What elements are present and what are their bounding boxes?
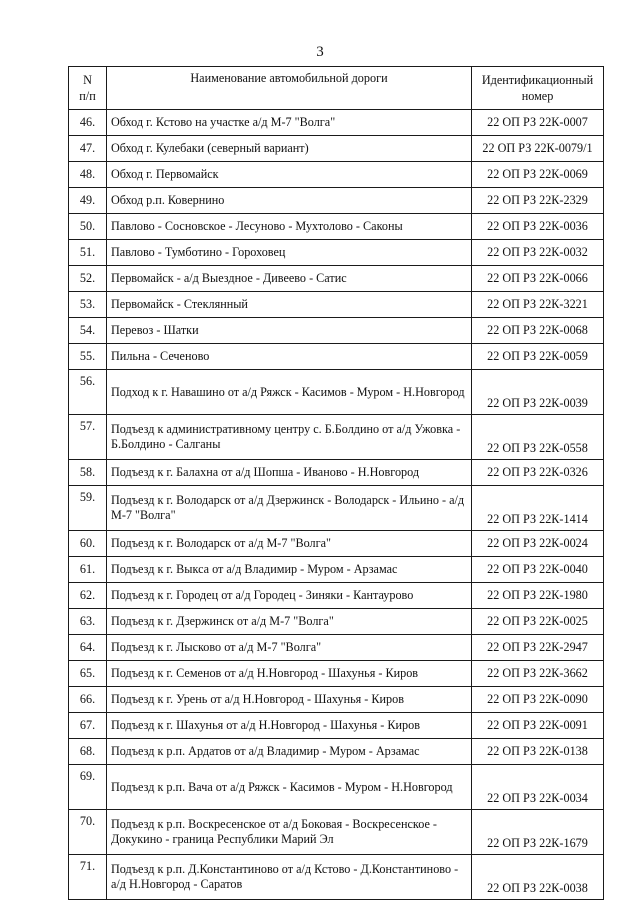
table-row: [69, 240, 604, 266]
row-number: 50.: [69, 214, 107, 240]
row-number: 67.: [69, 713, 107, 739]
roads-table: [68, 66, 604, 900]
road-identifier: 22 ОП РЗ 22К-2947: [472, 635, 604, 661]
row-number: 69.: [69, 765, 107, 810]
road-name: Подъезд к административному центру с. Б.Болдино от а/д Ужовка - Б.Болдино - Салганы: [107, 415, 472, 460]
row-number: 63.: [69, 609, 107, 635]
row-number: 64.: [69, 635, 107, 661]
table-row: [69, 460, 604, 486]
row-number: 55.: [69, 344, 107, 370]
header-road-name: [107, 67, 472, 110]
road-identifier: 22 ОП РЗ 22К-1980: [472, 583, 604, 609]
table-row: [69, 344, 604, 370]
header-number: [69, 67, 107, 110]
road-name: Подъезд к г. Городец от а/д Городец - Зиняки - Кантаурово: [107, 583, 472, 609]
table-row: [69, 292, 604, 318]
page-number: 3: [316, 44, 324, 60]
road-identifier: 22 ОП РЗ 22К-0025: [472, 609, 604, 635]
road-name: Подъезд к г. Шахунья от а/д Н.Новгород - Шахунья - Киров: [107, 713, 472, 739]
road-identifier: 22 ОП РЗ 22К-0034: [472, 765, 604, 810]
road-identifier: 22 ОП РЗ 22К-0038: [472, 855, 604, 900]
road-name: Подход к г. Навашино от а/д Ряжск - Касимов - Муром - Н.Новгород: [107, 370, 472, 415]
road-name: Павлово - Тумботино - Гороховец: [107, 240, 472, 266]
header-number-line1: N: [83, 73, 92, 87]
road-name: Перевоз - Шатки: [107, 318, 472, 344]
road-identifier: 22 ОП РЗ 22К-1414: [472, 486, 604, 531]
road-identifier: 22 ОП РЗ 22К-0007: [472, 110, 604, 136]
table-row: [69, 188, 604, 214]
table-row: [69, 318, 604, 344]
road-name: Обход г. Первомайск: [107, 162, 472, 188]
road-identifier: 22 ОП РЗ 22К-0079/1: [472, 136, 604, 162]
row-number: 56.: [69, 370, 107, 415]
header-identifier-line2: номер: [521, 89, 554, 103]
row-number: 71.: [69, 855, 107, 900]
table-row: [69, 583, 604, 609]
road-identifier: 22 ОП РЗ 22К-0091: [472, 713, 604, 739]
road-identifier: 22 ОП РЗ 22К-0558: [472, 415, 604, 460]
road-identifier: 22 ОП РЗ 22К-0032: [472, 240, 604, 266]
road-name: Подъезд к г. Семенов от а/д Н.Новгород - Шахунья - Киров: [107, 661, 472, 687]
row-number: 53.: [69, 292, 107, 318]
road-identifier: 22 ОП РЗ 22К-0039: [472, 370, 604, 415]
road-name: Подъезд к г. Урень от а/д Н.Новгород - Шахунья - Киров: [107, 687, 472, 713]
table-row: [69, 739, 604, 765]
road-name: Обход г. Кстово на участке а/д М-7 "Волга": [107, 110, 472, 136]
row-number: 58.: [69, 460, 107, 486]
road-identifier: 22 ОП РЗ 22К-2329: [472, 188, 604, 214]
table-row: [69, 370, 604, 415]
row-number: 60.: [69, 531, 107, 557]
row-number: 61.: [69, 557, 107, 583]
row-number: 48.: [69, 162, 107, 188]
road-identifier: 22 ОП РЗ 22К-1679: [472, 810, 604, 855]
row-number: 52.: [69, 266, 107, 292]
road-name: Подъезд к р.п. Д.Константиново от а/д Кстово - Д.Константиново - а/д Н.Новгород - Саратов: [107, 855, 472, 900]
road-name: Подъезд к г. Володарск от а/д Дзержинск - Володарск - Ильино - а/д М-7 "Волга": [107, 486, 472, 531]
table-row: [69, 266, 604, 292]
road-name: Подъезд к г. Лысково от а/д М-7 "Волга": [107, 635, 472, 661]
table-row: [69, 110, 604, 136]
table-row: [69, 765, 604, 810]
road-identifier: 22 ОП РЗ 22К-0066: [472, 266, 604, 292]
table-row: [69, 855, 604, 900]
table-row: [69, 713, 604, 739]
road-identifier: 22 ОП РЗ 22К-0040: [472, 557, 604, 583]
header-number-line2: п/п: [79, 89, 96, 103]
road-name: Подъезд к г. Балахна от а/д Шопша - Иваново - Н.Новгород: [107, 460, 472, 486]
row-number: 59.: [69, 486, 107, 531]
header-identifier: [472, 67, 604, 110]
table-row: [69, 557, 604, 583]
road-name: Подъезд к г. Выкса от а/д Владимир - Муром - Арзамас: [107, 557, 472, 583]
table-row: [69, 136, 604, 162]
road-name: Пильна - Сеченово: [107, 344, 472, 370]
table-row: [69, 162, 604, 188]
table-row: [69, 687, 604, 713]
table-row: [69, 635, 604, 661]
table-row: [69, 810, 604, 855]
row-number: 46.: [69, 110, 107, 136]
table-row: [69, 531, 604, 557]
row-number: 66.: [69, 687, 107, 713]
road-name: Первомайск - а/д Выездное - Дивеево - Сатис: [107, 266, 472, 292]
table-row: [69, 415, 604, 460]
road-identifier: 22 ОП РЗ 22К-3221: [472, 292, 604, 318]
road-name: Павлово - Сосновское - Лесуново - Мухтолово - Саконы: [107, 214, 472, 240]
row-number: 47.: [69, 136, 107, 162]
row-number: 70.: [69, 810, 107, 855]
road-identifier: 22 ОП РЗ 22К-0138: [472, 739, 604, 765]
table-row: [69, 609, 604, 635]
road-name: Обход р.п. Ковернино: [107, 188, 472, 214]
row-number: 62.: [69, 583, 107, 609]
table-row: [69, 661, 604, 687]
row-number: 65.: [69, 661, 107, 687]
road-name: Первомайск - Стеклянный: [107, 292, 472, 318]
road-name: Обход г. Кулебаки (северный вариант): [107, 136, 472, 162]
road-identifier: 22 ОП РЗ 22К-3662: [472, 661, 604, 687]
road-identifier: 22 ОП РЗ 22К-0024: [472, 531, 604, 557]
road-name: Подъезд к р.п. Вача от а/д Ряжск - Касимов - Муром - Н.Новгород: [107, 765, 472, 810]
road-identifier: 22 ОП РЗ 22К-0068: [472, 318, 604, 344]
header-identifier-line1: Идентификационный: [481, 73, 594, 87]
table-row: [69, 214, 604, 240]
table-header-row: [69, 67, 604, 110]
row-number: 51.: [69, 240, 107, 266]
road-name: Подъезд к р.п. Воскресенское от а/д Боковая - Воскресенское - Докукино - граница Республики Марий Эл: [107, 810, 472, 855]
road-name: Подъезд к р.п. Ардатов от а/д Владимир - Муром - Арзамас: [107, 739, 472, 765]
road-identifier: 22 ОП РЗ 22К-0059: [472, 344, 604, 370]
road-name: Подъезд к г. Володарск от а/д М-7 "Волга": [107, 531, 472, 557]
row-number: 57.: [69, 415, 107, 460]
road-identifier: 22 ОП РЗ 22К-0090: [472, 687, 604, 713]
row-number: 49.: [69, 188, 107, 214]
table-row: [69, 486, 604, 531]
header-road-name-text: Наименование автомобильной дороги: [190, 71, 388, 85]
road-identifier: 22 ОП РЗ 22К-0326: [472, 460, 604, 486]
road-name: Подъезд к г. Дзержинск от а/д М-7 "Волга": [107, 609, 472, 635]
row-number: 54.: [69, 318, 107, 344]
row-number: 68.: [69, 739, 107, 765]
road-identifier: 22 ОП РЗ 22К-0069: [472, 162, 604, 188]
road-identifier: 22 ОП РЗ 22К-0036: [472, 214, 604, 240]
